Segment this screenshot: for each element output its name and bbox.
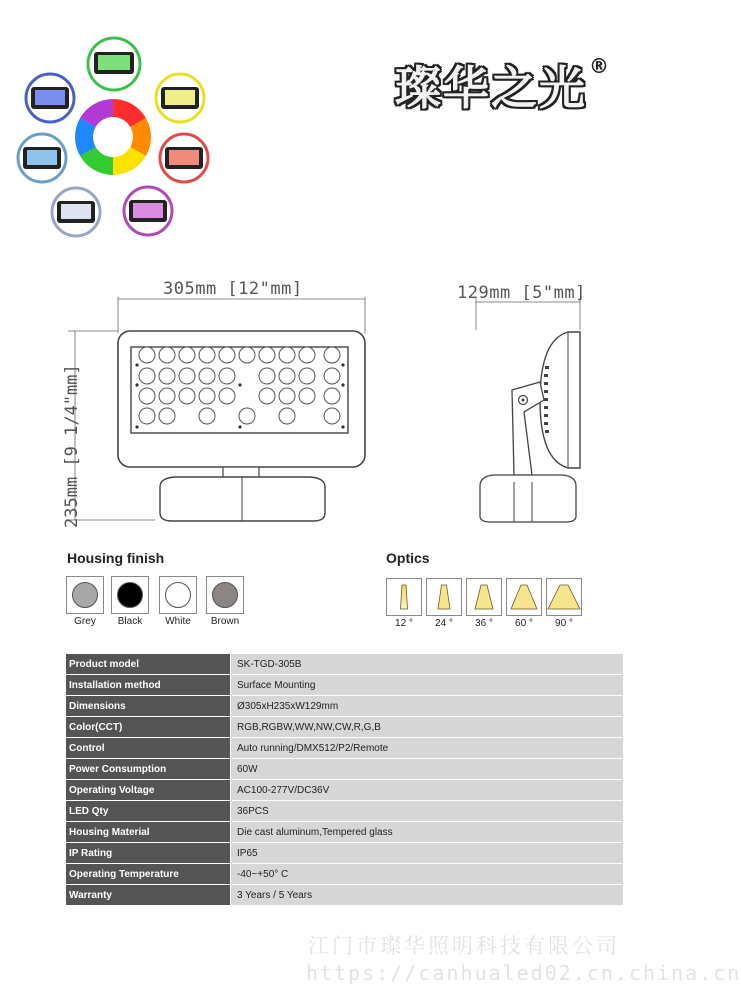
fixture-cyan (18, 134, 66, 182)
front-view-drawing (55, 275, 375, 530)
table-row (66, 696, 623, 717)
depth-dimension: 129mm [5"mm] (457, 283, 586, 303)
fixture-yellow (156, 74, 204, 122)
spec-table (66, 654, 623, 906)
spec-key: Warranty (66, 885, 231, 906)
spec-key: IP Rating (66, 843, 231, 864)
company-url[interactable]: https://canhualed02.cn.china.cn (306, 961, 741, 985)
optics-options (386, 578, 596, 638)
finish-label: Black (117, 616, 143, 627)
spec-value: Ø305xH235xW129mm (231, 696, 624, 717)
spec-value: 3 Years / 5 Years (231, 885, 624, 906)
spec-key: Product model (66, 654, 231, 675)
spec-value: Surface Mounting (231, 675, 624, 696)
spec-key: Dimensions (66, 696, 231, 717)
fixture-purple (124, 187, 172, 235)
table-row (66, 822, 623, 843)
color-variants-graphic (10, 36, 210, 246)
table-row (66, 675, 623, 696)
optic-option-36[interactable] (466, 578, 504, 629)
beam-angle-icon (546, 578, 582, 616)
spec-value: 60W (231, 759, 624, 780)
table-row (66, 843, 623, 864)
spec-key: Installation method (66, 675, 231, 696)
height-dimension: 235mm [9 1/4"mm] (62, 364, 82, 528)
table-row (66, 717, 623, 738)
housing-finish-options (66, 576, 266, 636)
finish-label: Grey (74, 616, 96, 627)
spec-value: SK-TGD-305B (231, 654, 624, 675)
color-wheel (75, 99, 151, 175)
table-row (66, 885, 623, 906)
optic-option-60[interactable] (506, 578, 544, 629)
beam-angle-icon (386, 578, 422, 616)
company-name: 江门市璨华照明科技有限公司 (308, 934, 620, 958)
fixture-blue (26, 74, 74, 122)
finish-swatch (111, 576, 149, 614)
spec-value: Die cast aluminum,Tempered glass (231, 822, 624, 843)
finish-option-white[interactable] (159, 576, 201, 627)
spec-key: Power Consumption (66, 759, 231, 780)
optic-label: 12 ° (395, 618, 413, 629)
beam-angle-icon (506, 578, 542, 616)
spec-key: Color(CCT) (66, 717, 231, 738)
table-row (66, 801, 623, 822)
side-view-drawing (468, 290, 598, 530)
finish-swatch (66, 576, 104, 614)
table-row (66, 864, 623, 885)
finish-option-grey[interactable] (66, 576, 108, 627)
beam-angle-icon (426, 578, 462, 616)
spec-key: Control (66, 738, 231, 759)
optic-label: 60 ° (515, 618, 533, 629)
optic-option-90[interactable] (546, 578, 584, 629)
spec-value: RGB,RGBW,WW,NW,CW,R,G,B (231, 717, 624, 738)
optics-heading: Optics (386, 550, 430, 566)
color-dot (72, 582, 98, 608)
spec-key: LED Qty (66, 801, 231, 822)
color-dot (212, 582, 238, 608)
optic-label: 90 ° (555, 618, 573, 629)
finish-swatch (159, 576, 197, 614)
spec-value: -40~+50° C (231, 864, 624, 885)
finish-option-black[interactable] (111, 576, 153, 627)
housing-finish-heading: Housing finish (67, 550, 165, 566)
brand-logo: 璨华之光 ® (395, 54, 611, 115)
table-row (66, 759, 623, 780)
finish-label: White (165, 616, 191, 627)
spec-key: Operating Temperature (66, 864, 231, 885)
table-row (66, 654, 623, 675)
optic-option-24[interactable] (426, 578, 464, 629)
finish-swatch (206, 576, 244, 614)
beam-angle-icon (466, 578, 502, 616)
spec-value: AC100-277V/DC36V (231, 780, 624, 801)
spec-value: 36PCS (231, 801, 624, 822)
color-dot (165, 582, 191, 608)
spec-key: Housing Material (66, 822, 231, 843)
fixture-red (160, 134, 208, 182)
color-dot (117, 582, 143, 608)
finish-option-brown[interactable] (206, 576, 248, 627)
spec-value: Auto running/DMX512/P2/Remote (231, 738, 624, 759)
table-row (66, 738, 623, 759)
fixture-green (88, 38, 140, 90)
optic-option-12[interactable] (386, 578, 424, 629)
width-dimension: 305mm [12"mm] (163, 279, 303, 299)
optic-label: 36 ° (475, 618, 493, 629)
optic-label: 24 ° (435, 618, 453, 629)
finish-label: Brown (210, 616, 240, 627)
spec-value: IP65 (231, 843, 624, 864)
table-row (66, 780, 623, 801)
spec-key: Operating Voltage (66, 780, 231, 801)
fixture-white (52, 188, 100, 236)
